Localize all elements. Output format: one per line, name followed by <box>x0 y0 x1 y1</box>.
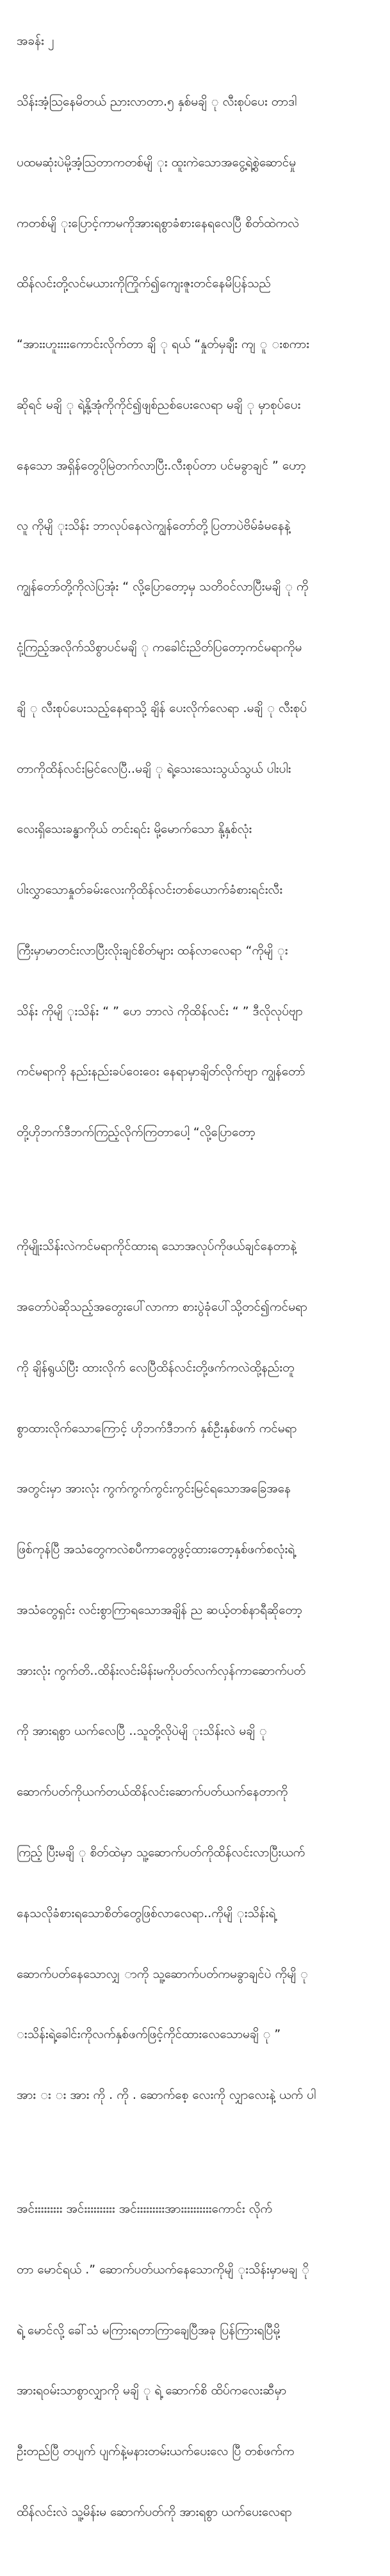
text-line: ဖြစ်ကုန်ပြီ အသံတွေကလဲစပီကာတွေဖွင့်ထားတော့နှစ်ဖက်စလုံးရဲ့ <box>17 1542 295 1557</box>
text-line: တာ မောင်ရယ် .” ဆောက်ပတ်ယက်နေသောကိုမျိ ုးသိန်းမှာမချ ို <box>17 2262 309 2277</box>
text-line: ဆောက်ပတ်ကိုယက်တယ်ထိန်လင်းဆောက်ပတ်ယက်နေတာကို <box>17 1785 288 1799</box>
text-line: အားရဝမ်းသာစွာလျှာကို မချိ ု ရဲ့ ဆောက်စိ ထိပ်ကလေးဆီမှာ <box>17 2383 287 2398</box>
text-line: ကို ချိန်ရွယ်ပြီး ထားလိုက် လေပြီထိန်လင်းတို့ဖက်ကလဲထို့နည်းတူ <box>17 1360 295 1375</box>
text-line: ဆောက်ပတ်နေသောလျှ ာကို သူ့ဆောက်ပတ်ကမခွာချင်ပဲ ကိုမျိ ု <box>17 1966 308 1981</box>
text-line: ဦးတည်ပြီ တပျက် ပျက်နဲ့မနားတမ်းယက်ပေးလေ ပြီ တစ်ဖက်က <box>17 2444 295 2459</box>
text-line: အသံတွေရှင်း လင်းစွာကြာရသောအချိန် ည ဆယ့်တစ်နာရီဆိုတော့ <box>17 1602 302 1617</box>
text-line: ပါးလွှာသောနှုတ်ခမ်းလေးကိုထိန်လင်းတစ်ယောက်ခံစားရင်းလီး <box>17 883 283 897</box>
text-line: အတွင်းမှာ အားလုံး ကွက်ကွက်ကွင်းကွင်းမြင်ရသောအခြေအနေ <box>17 1482 291 1496</box>
paragraph-1 <box>17 0 375 1183</box>
text-line: ကို အားရစွာ ယက်လေပြီ ..သူတို့လိုပဲမျိ ုးသိန်းလဲ မချိ ု <box>17 1724 267 1739</box>
text-line: “အားးဟူးးးးကောင်းလိုက်တာ ချိ ု ရယ် “နှုတ်မှချီး ကျ ူ းစကား <box>17 337 309 352</box>
text-line: အားလုံး ကွက်တိ..ထိန်းလင်းမိန်းမကိုပတ်လက်လှန်ကာဆောက်ပတ် <box>17 1663 306 1678</box>
text-line: ချိ ု လီးစုပ်ပေးသည့်နေရာသို့ ချိန် ပေးလိုက်လေရာ .မချိ ု လီးစုပ် <box>17 700 307 715</box>
text-line: အခန်း ၂ <box>17 34 54 49</box>
text-line: တို့ဟိုဘက်ဒီဘက်ကြည့်လိုက်ကြတာပေါ့ “လို့ပြောတော့ <box>17 1125 256 1140</box>
text-line: အင်းးးးးးးးး အင်းးးးးးးးးး အင်းးးးးးးးးအားးးးးးးးးးကောင်း လိုက် <box>17 2202 273 2216</box>
text-line: ကျွန်တော်တို့ကိုလဲပြအုံး “ လို့ပြောတော့မှ သတိဝင်လာပြီးမချိ ု ကို <box>17 580 309 594</box>
text-line: ဆိုရင် မချိ ု ရဲ့နို့အုံကိုကိုင်၍ဖျစ်ညစ်ပေးလေရာ မချိ ု မှာစုပ်ပေး <box>17 397 301 412</box>
text-line: ကြီးမှာမာတင်းလာပြီးလိုးချင်စိတ်များ ထန်လာလေရာ “ကိုမျိ ုး <box>17 943 288 958</box>
text-line: ပထမဆုံးပဲမို့အံ့သြတာကတစ်မျိ ုး ထူးကဲသောအငွေ့ရဲ့စွဲဆောင်မှု <box>17 155 297 170</box>
text-line: ငုံ့ကြည့်အလိုက်သိစွာပင်မချိ ု ကခေါင်းညိတ်ပြတော့ကင်မရာကိုမ <box>17 640 302 654</box>
text-line: သိန်း ကိုမျိ ုးသိန်း “ ” ဟေ ဘာလဲ ကိုထိန်လင်း “ ” ဒီလိုလုပ်ဗျာ <box>17 1004 303 1018</box>
text-line: ထိန်လင်းတို့လင်မယားကိုကြိုက်၍ကျေးဇူးတင်နေမိပြန်သည် <box>17 276 271 291</box>
text-line: ရဲ့ မောင်လို့ ခေါ်သံ မကြားရတာကြာချေပြီအခု ပြန်ကြားရပြီမို့ <box>17 2323 280 2337</box>
text-line: စွာထားလိုက်သောကြောင့် ဟိုဘက်ဒီဘက် နှစ်ဦးနှစ်ဖက် ကင်မရာ <box>17 1421 297 1435</box>
text-line: တာကိုထိန်လင်းမြင်လေပြီ..မချိ ု ရဲ့သေးသေးသွယ်သွယ် ပါးပါး <box>17 761 291 776</box>
text-line: ကတစ်မျိ ုးပြောင့်ကာမကိုအားရစွာခံစားနေရလေပြီ စိတ်ထဲကလဲ <box>17 216 299 230</box>
text-line: နေသလိုခံစားရသောစိတ်တွေဖြစ်လာလေရာ..ကိုမျိ ုးသိန်းရဲ့ <box>17 1906 276 1920</box>
text-line: ကိုမျိုးသိန်းလဲကင်မရာကိုင်ထားရ သောအလုပ်ကိုဖယ်ချင်နေတာနဲ့ <box>17 1239 297 1254</box>
text-line: လူ ကိုမျိ ုးသိန်း ဘာလုပ်နေလဲကျွန်တော်တို့ပြတာပဲဗိမ်ခံမနေနဲ့ <box>17 519 291 533</box>
text-line: ကင်မရာကို နည်းနည်းခပ်ဝေးဝေး နေရာမှာချိတ်လိုက်ဗျာ ကျွန်တော် <box>17 1064 305 1079</box>
text-line: ကြည့် ပြီးမချိ ု စိတ်ထဲမှာ သူ့ဆောက်ပတ်ကိုထိန်လင်းလာပြီးယက် <box>17 1845 305 1860</box>
paragraph-3 <box>17 2159 375 2563</box>
text-line: ထိန်လင်းလဲ သူ့မိန်းမ ဆောက်ပတ်ကို အားရစွာ ယက်ပေးလေရာ <box>17 2505 292 2520</box>
text-line: နေသော အရှိန်တွေပိုမြဲတက်လာပြီး.လီးစုပ်တာ ပင်မခွာချင် ” ဟော့ <box>17 458 306 473</box>
text-line: သိန်းအံ့သြနေမိတယ် ညားလာတာ.၅ နှစ်မချိ ု လီးစုပ်ပေး တာဒါ <box>17 94 297 109</box>
text-line: အား း း အား ကို . ကို . ဆောက်စေ့ လေးကို လျှာလေးနဲ့ ယက် ပါ <box>17 2088 316 2103</box>
text-line: းသိန်းရဲ့ခေါင်းကိုလက်နှစ်ဖက်ဖြင့်ကိုင်ထားလေသောမချိ ု ” <box>17 2027 281 2042</box>
text-line: လေးရှိသေးခန္ဓာကိုယ် တင်းရင်း မို့မောက်သော နို့နှစ်လုံး <box>17 822 252 837</box>
paragraph-2 <box>17 1196 375 2146</box>
text-line: အတော်ပဲဆိုသည့်အတွေးပေါ်လာကာ စားပွဲခုံပေါ်သို့တင်၍ကင်မရာ <box>17 1300 307 1314</box>
